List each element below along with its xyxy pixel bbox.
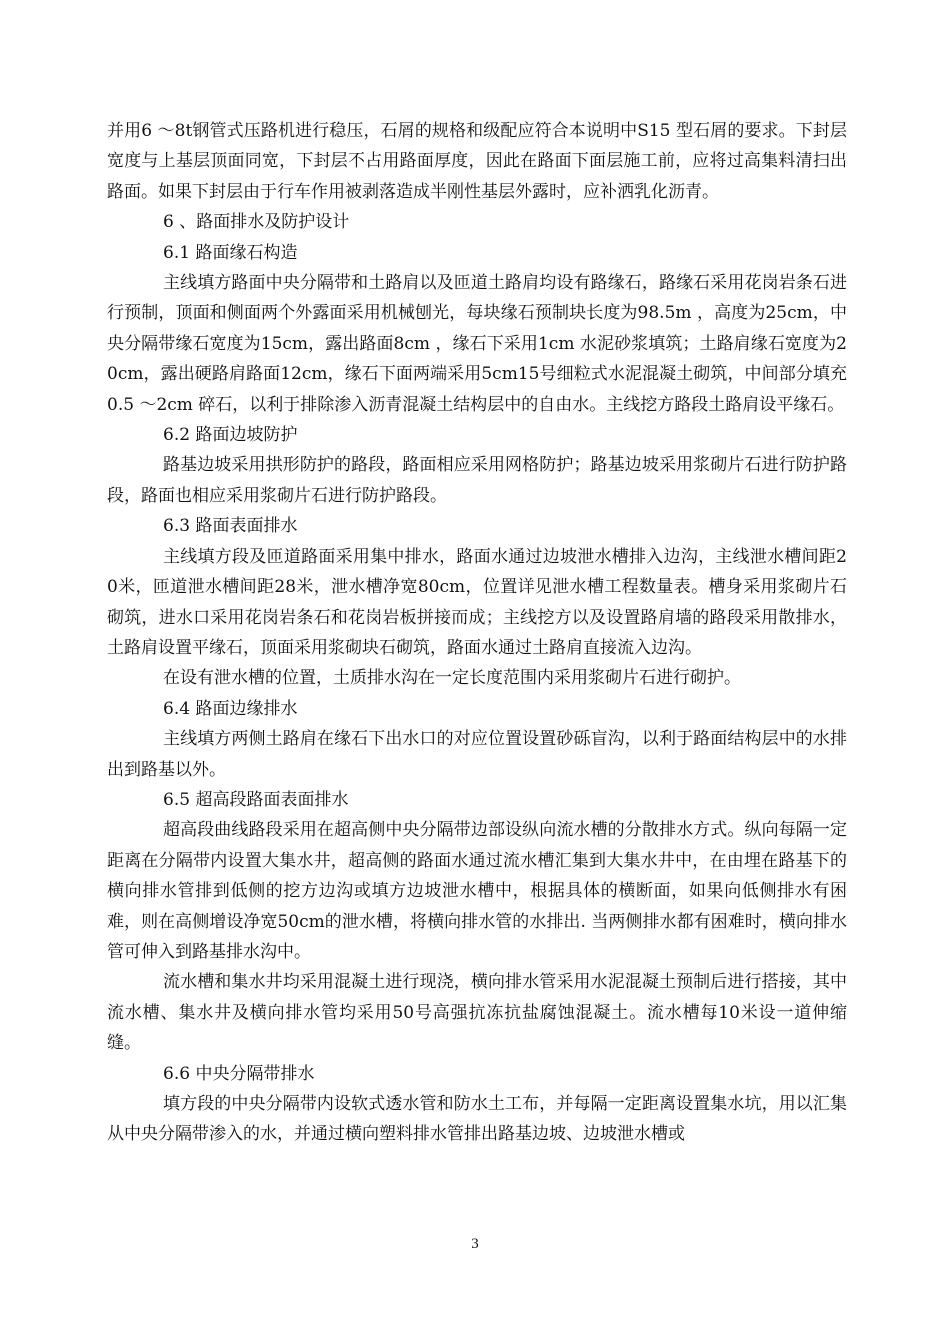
section-heading: 6.2 路面边坡防护 (163, 425, 298, 446)
paragraph: 主线填方路面中央分隔带和土路肩以及匝道土路肩均设有路缘石，路缘石采用花岗岩条石进行预制，顶面和侧面两个外露面采用机械刨光，每块缘石预制块长度为98.5m ，高度为25cm，中央分隔带缘石宽度为15cm，露出路面8cm ，缘石下采用1cm 水泥砂浆填筑；土路肩缘石宽度为20cm，露出硬路肩路面12cm，缘石下面两端采用5cm15号细粒式水泥混凝土砌筑，中间部分填充0.5 ～2cm 碎石，以利于排除渗入沥青混凝土结构层中的自由水。主线挖方路段土路肩设平缘石。 (107, 273, 847, 415)
paragraph: 主线填方两侧土路肩在缘石下出水口的对应位置设置砂砾盲沟，以利于路面结构层中的水排出到路基以外。 (107, 729, 847, 780)
section-heading: 6.3 路面表面排水 (163, 516, 298, 537)
section-heading: 6.4 路面边缘排水 (163, 698, 298, 719)
paragraph: 主线填方段及匝道路面采用集中排水，路面水通过边坡泄水槽排入边沟，主线泄水槽间距20米，匝道泄水槽间距28米，泄水槽净宽80cm，位置详见泄水槽工程数量表。槽身采用浆砌片石砌筑，进水口采用花岗岩条石和花岗岩板拼接而成；主线挖方以及设置路肩墙的路段采用散排水，土路肩设置平缘石，顶面采用浆砌块石砌筑，路面水通过土路肩直接流入边沟。 (107, 546, 847, 658)
paragraph: 填方段的中央分隔带内设软式透水管和防水土工布，并每隔一定距离设置集水坑，用以汇集从中央分隔带渗入的水，并通过横向塑料排水管排出路基边坡、边坡泄水槽或 (107, 1094, 847, 1145)
body-text (107, 116, 847, 1150)
paragraph: 路基边坡采用拱形防护的路段，路面相应采用网格防护；路基边坡采用浆砌片石进行防护路段，路面也相应采用浆砌片石进行防护路段。 (107, 455, 847, 506)
paragraph: 超高段曲线路段采用在超高侧中央分隔带边部设纵向流水槽的分散排水方式。纵向每隔一定距离在分隔带内设置大集水井，超高侧的路面水通过流水槽汇集到大集水井中，在由埋在路基下的横向排水管排到低侧的挖方边沟或填方边坡泄水槽中，根据具体的横断面，如果向低侧排水有困难，则在高侧增设净宽50cm的泄水槽，将横向排水管的水排出. 当两侧排水都有困难时，横向排水管可伸入到路基排水沟中。 (107, 820, 847, 962)
section-heading: 6.5 超高段路面表面排水 (163, 789, 349, 810)
section-heading: 6.1 路面缘石构造 (163, 242, 298, 263)
paragraph: 在设有泄水槽的位置，土质排水沟在一定长度范围内采用浆砌片石进行砌护。 (163, 668, 741, 689)
section-heading: 6.6 中央分隔带排水 (163, 1063, 315, 1084)
paragraph: 流水槽和集水井均采用混凝土进行现浇，横向排水管采用水泥混凝土预制后进行搭接，其中流水槽、集水井及横向排水管均采用50号高强抗冻抗盐腐蚀混凝土。流水槽每10米设一道伸缩缝。 (107, 972, 847, 1054)
page-number: 3 (471, 1236, 479, 1252)
paragraph: 并用6 ～8t钢管式压路机进行稳压，石屑的规格和级配应符合本说明中S15 型石屑的要求。下封层宽度与上基层顶面同宽，下封层不占用路面厚度，因此在路面下面层施工前，应将过高集料清扫出路面。如果下封层由于行车作用被剥落造成半刚性基层外露时，应补洒乳化沥青。 (107, 121, 847, 202)
section-heading: 6 、路面排水及防护设计 (163, 212, 350, 233)
